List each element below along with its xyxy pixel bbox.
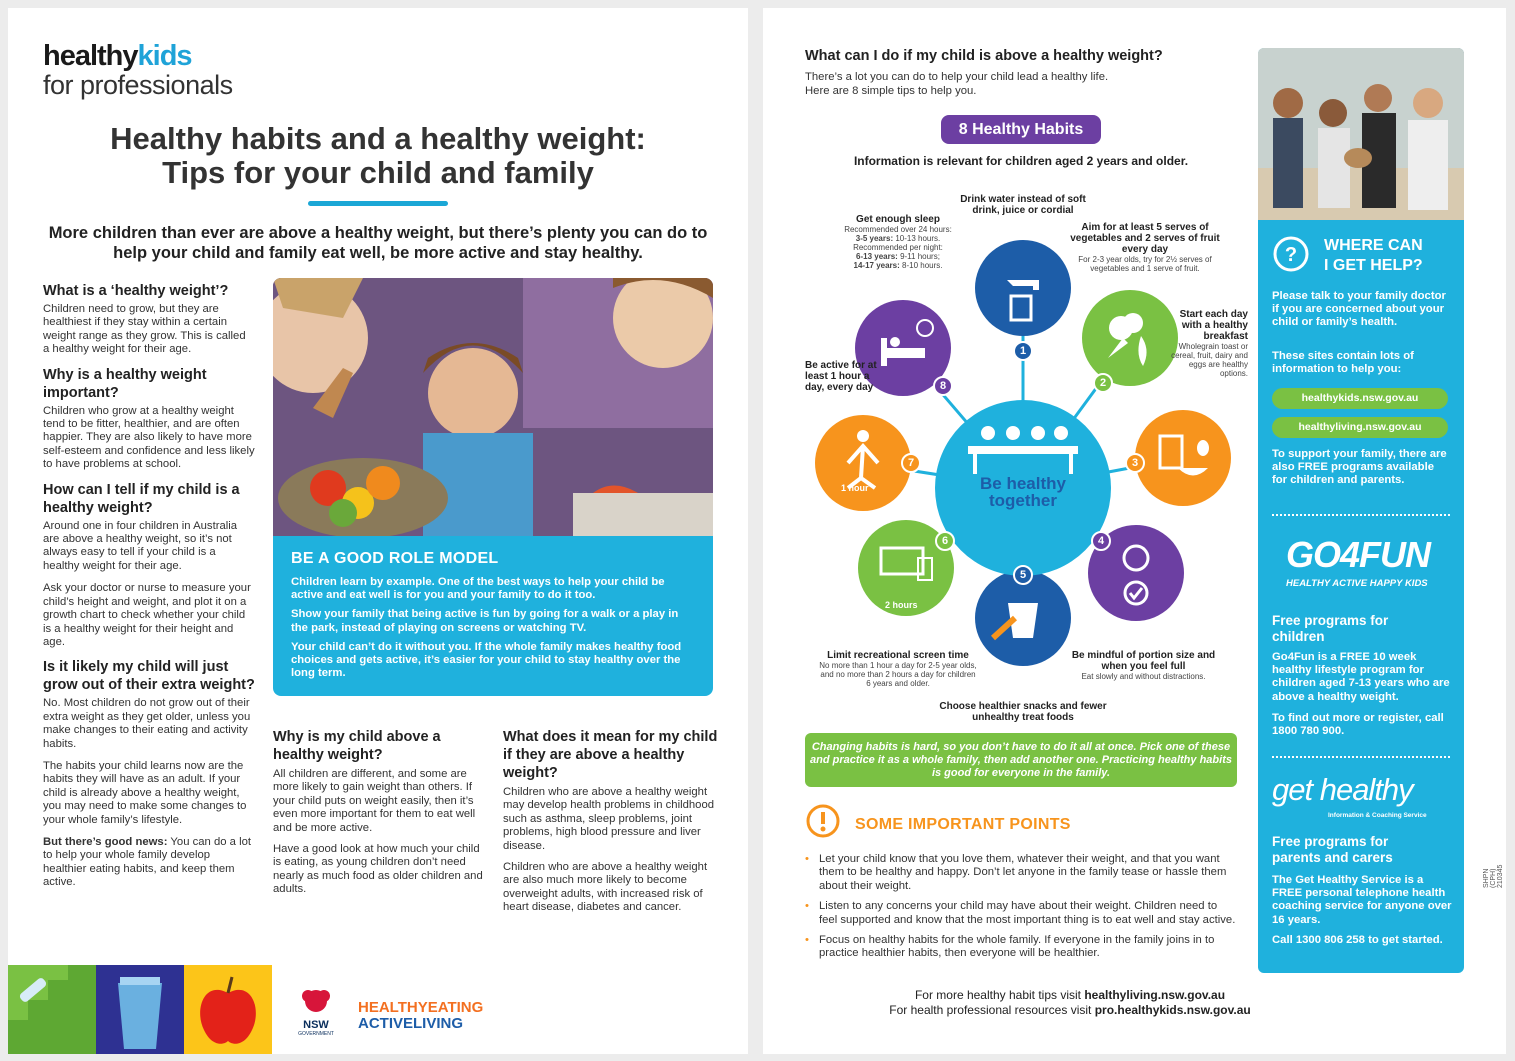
role-model-text-3: Your child can’t do it without you. If the whole family makes healthy food choices and gets active, it’s easier for your child to stay healthy over the long term. (291, 640, 682, 680)
important-points-title: SOME IMPORTANT POINTS (855, 816, 1071, 833)
side-text-get-healthy: The Get Healthy Service is a FREE personal telephone health coaching service for anyone over 16 years. (1272, 874, 1452, 926)
text-why-above-a: All children are different, and some are more likely to gain weight than others. If your child puts on weight easily, then it’s even more important for them to eat well and be more active. (273, 768, 476, 834)
list-item: • Listen to any concerns your child may have about their weight. Children need to feel supported and know that the most important thing is to eat well and stay active. (805, 900, 1237, 927)
text-how-tell-b: Ask your doctor or nurse to measure your child’s height and weight, and plot it on a growth chart to check whether your child is a healthy weight for their height and age. (43, 582, 251, 648)
help-sidebar (1258, 48, 1464, 973)
get-healthy-tagline: Information & Coaching Service (1328, 812, 1427, 819)
habits-wheel (803, 178, 1248, 723)
heading-why-above: Why is my child above a healthy weight? (273, 729, 441, 763)
text-how-tell-a: Around one in four children in Australia are above a healthy weight, so it’s not always easy to tell if your child is a healthy weight for their age. (43, 519, 238, 572)
free-programs-children: Free programs for children (1272, 613, 1389, 644)
age-info: Information is relevant for children aged 2 years and older. (853, 154, 1189, 168)
heading-grow-out: Is it likely my child will just grow out of their extra weight? (43, 659, 255, 694)
tile-apple (184, 965, 272, 1054)
heading-what-mean: What does it mean for my child if they are above a healthy weight? (503, 729, 718, 781)
label-2: Aim for at least 5 serves of vegetables and 2 serves of fruit every day For 2-3 year olds, try for 2½ serves of vegetables and 1 serve of fruit. (1070, 222, 1220, 273)
habit-1-water-icon (975, 240, 1071, 336)
family-cooking-photo (273, 278, 713, 536)
habit-number-5: 5 (1013, 565, 1033, 585)
text-grow-out-a: No. Most children do not grow out of their extra weight as they get older, unless you make changes to their eating and activity habits. (43, 697, 251, 750)
footer-links: For more healthy habit tips visit healthyliving.nsw.gov.au For health professional resources visit pro.healthykids.nsw.gov.au (889, 988, 1251, 1017)
side-text-support: To support your family, there are also FREE programs available for children and parents. (1272, 448, 1447, 487)
label-7: Be active for at least 1 hour a day, every day (805, 360, 877, 393)
nsw-government-logo: NSW GOVERNMENT (296, 988, 336, 1037)
heading-why-important: Why is a healthy weight important? (43, 366, 207, 401)
text-why-above-b: Have a good look at how much your child is eating, as young children don’t need nearly as much food as older children and adults. (273, 843, 483, 896)
label-3: Start each day with a healthy breakfast Wholegrain toast or cereal, fruit, dairy and eggs are healthy options. (1171, 309, 1248, 378)
svg-text:?: ? (1284, 244, 1298, 266)
healthykids-logo (43, 41, 233, 99)
role-model-text-1: Children learn by example. One of the best ways to help your child be active and eat well is for you and your family to do it too. (291, 576, 665, 602)
habit-number-3: 3 (1125, 453, 1145, 473)
habit-number-8: 8 (933, 376, 953, 396)
logo-kids: kids (137, 40, 192, 72)
side-text-register: To find out more or register, call 1800 780 900. (1272, 712, 1444, 738)
habit-number-1: 1 (1013, 341, 1033, 361)
label-6: Limit recreational screen time No more than 1 hour a day for 2-5 year olds, and no more than 2 hours a day for children 6 years and older. (819, 650, 977, 688)
divider (1272, 514, 1450, 516)
logo-for-professionals: for professionals (43, 70, 233, 100)
text-healthy-weight: Children need to grow, but they are healthiest if they stay within a certain weight range as they grow. This is called a healthy weight for their age. (43, 303, 246, 356)
column-2 (273, 728, 485, 905)
side-text-doctor: Please talk to your family doctor if you are concerned about your child or family’s health. (1272, 290, 1446, 329)
habits-question: What can I do if my child is above a healthy weight? (805, 48, 1163, 64)
center-label: Be healthy together (980, 474, 1066, 510)
list-item: • Let your child know that you love them, whatever their weight, and that you want them to be healthy and happy. Don’t let anyone in the family tease or hassle them about their weight. (805, 853, 1237, 893)
column-1 (43, 275, 255, 899)
divider (1272, 756, 1450, 758)
label-1: Drink water instead of soft drink, juice or cordial (960, 194, 1086, 216)
side-text-go4fun: Go4Fun is a FREE 10 week healthy lifestyle program for children aged 7-13 years who are above a healthy weight. (1272, 651, 1450, 703)
side-text-call: Call 1300 806 258 to get started. (1272, 934, 1443, 946)
habit-number-2: 2 (1093, 373, 1113, 393)
heading-healthy-weight: What is a ‘healthy weight’? (43, 283, 229, 299)
go4fun-tagline: HEALTHY ACTIVE HAPPY KIDS (1286, 578, 1428, 589)
habits-subtext: There’s a lot you can do to help your child lead a healthy life. Here are 8 simple tips to help you. (805, 71, 1109, 97)
free-programs-parents: Free programs for parents and carers (1272, 834, 1393, 865)
intro-text: More children than ever are above a healthy weight, but there’s plenty you can do to help your child and family eat well, be more active and stay healthy. (48, 224, 708, 262)
healthyliving-link[interactable]: healthyliving.nsw.gov.au (1084, 988, 1226, 1002)
list-item: • Focus on healthy habits for the whole family. If everyone in the family joins in to practice healthier habits, then everyone will be healthier. (805, 934, 1237, 961)
exclamation-icon (805, 803, 841, 844)
page-right (763, 8, 1506, 1054)
page-title: Healthy habits and a healthy weight: Tips for your child and family (110, 121, 646, 190)
title-underline (308, 201, 448, 206)
healthykids-link[interactable]: healthykids.nsw.gov.au (1272, 388, 1448, 409)
one-hour-label: 1 hour (841, 483, 869, 493)
where-help-title: WHERE CAN I GET HELP? (1324, 237, 1423, 274)
teens-photo (1258, 48, 1464, 220)
healthyliving-sidebar-link[interactable]: healthyliving.nsw.gov.au (1272, 417, 1448, 438)
changing-habits-banner: Changing habits is hard, so you don’t have to do it all at once. Pick one of these and practice it as a whole family, then add another one. Practicing healthy habits is good for everyone in the family. (805, 733, 1237, 787)
role-model-box (273, 536, 713, 696)
logo-healthy: healthy (43, 40, 138, 72)
column-3 (503, 728, 718, 923)
label-4: Be mindful of portion size and when you feel full Eat slowly and without distractions. (1071, 650, 1216, 681)
healthy-eating-logo: HEALTHYEATING ACTIVELIVING (358, 999, 484, 1032)
tile-water-glass (96, 965, 184, 1054)
text-good-news: But there’s good news: You can do a lot to help your whole family develop healthier eating habits, and keep them active. (43, 835, 252, 889)
question-icon (1272, 235, 1310, 278)
habit-number-7: 7 (901, 453, 921, 473)
important-points-list (805, 853, 1237, 968)
two-hours-label: 2 hours (885, 600, 918, 610)
habit-number-6: 6 (935, 531, 955, 551)
text-grow-out-b: The habits your child learns now are the habits they will have as an adult. If your child is already above a healthy weight, you may need to make some changes to your whole family’s lifestyle. (43, 759, 247, 826)
label-8: Get enough sleep Recommended over 24 hours: 3-5 years: 10-13 hours. Recommended per night: 6-13 years: 9-11 hours; 14-17 years: 8-10 hours. (844, 214, 952, 270)
tile-stairs (8, 965, 96, 1054)
go4fun-logo: GO4FUN (1286, 534, 1431, 575)
eight-habits-pill: 8 Healthy Habits (941, 115, 1101, 144)
habit-number-4: 4 (1091, 531, 1111, 551)
role-model-text-2: Show your family that being active is fun by going for a walk or a play in the park, instead of playing on screens or watching TV. (291, 608, 679, 634)
page-left (8, 8, 748, 1054)
text-what-mean-a: Children who are above a healthy weight may develop health problems in childhood such as asthma, sleep problems, joint problems, high blood pressure and liver disease. (503, 786, 715, 852)
text-what-mean-b: Children who are above a healthy weight are also much more likely to become overweight adults, with increased risk of heart disease, diabetes and cancer. (503, 861, 708, 914)
heading-how-tell: How can I tell if my child is a healthy weight? (43, 481, 240, 516)
side-text-sites: These sites contain lots of information to help you: (1272, 350, 1414, 376)
get-healthy-logo: get healthy (1272, 772, 1413, 807)
label-5: Choose healthier snacks and fewer unhealthy treat foods (939, 701, 1107, 723)
pro-healthykids-link[interactable]: pro.healthykids.nsw.gov.au (1094, 1003, 1251, 1017)
shpn-code: SHPN (CPH) 210345 (1483, 864, 1504, 888)
role-model-title: BE A GOOD ROLE MODEL (291, 550, 499, 567)
habit-2-vegetables-icon (1082, 290, 1178, 386)
text-why-important: Children who grow at a healthy weight tend to be fitter, healthier, and are often happier. They are also likely to have more self-esteem and confidence and less likely to have problems at school. (43, 404, 255, 471)
